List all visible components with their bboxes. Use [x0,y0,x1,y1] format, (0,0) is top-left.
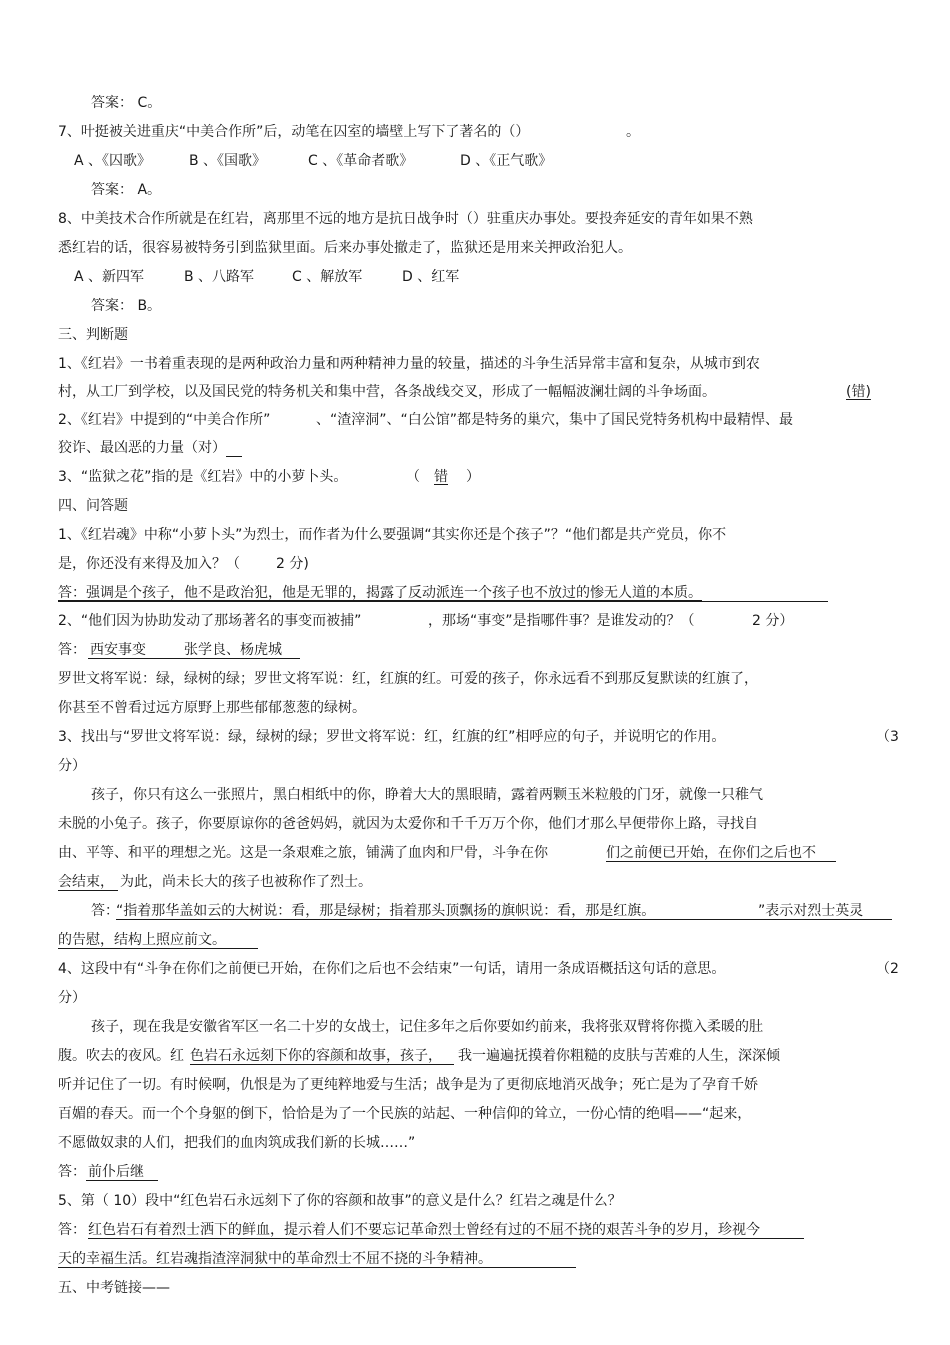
qa-1-line1: 1、《红岩魂》中称“小萝卜头”为烈士，而作者为什么要强调“其实你还是个孩子”？“他们都是共产党员，你不 [58,527,727,543]
judge-3-paren-open: （ [406,469,420,485]
judge-2-line1-a: 2、《红岩》中提到的“中美合作所” [58,412,271,428]
qa-3-answer-c: 的告慰，结构上照应前文。 [58,932,226,948]
answer-q6: 答案： C。 [91,95,162,111]
qa-2-answer-event: 西安事变 [90,642,146,658]
judge-2-line2: 狡诈、最凶恶的力量（对） [58,440,226,456]
passage-2-line4-underline [58,890,118,891]
passage-3-line5: 不愿做奴隶的人们，把我们的血肉筑成我们新的长城……” [58,1135,416,1151]
passage-3-line1: 孩子，现在我是安徽省军区一名二十岁的女战士，记住多年之后你要如约前来，我将张双臂将你揽入柔暖的肚 [91,1019,763,1035]
judge-3-answer: 错 [434,469,448,485]
qa-5-answer-underline-1 [88,1238,804,1239]
q7-option-b: B 、《国歌》 [189,153,267,169]
qa-5-answer-line1: 红色岩石有着烈士洒下的鲜血，提示着人们不要忘记革命烈士曾经有过的不屈不挠的艰苦斗争的岁月，珍视今 [88,1222,760,1238]
passage-2-line2: 未脱的小兔子。孩子，你要原谅你的爸爸妈妈，就因为太爱你和千千万万个你，他们才那么早便带你上路，寻找自 [58,816,758,832]
answer-q8: 答案： B。 [91,298,162,314]
qa-3-answer-b: ”表示对烈士英灵 [758,903,864,919]
qa-3-question: 3、找出与“罗世文将军说：绿，绿树的绿；罗世文将军说：红，红旗的红”相呼应的句子，并说明它的作用。 [58,729,726,745]
qa-5-answer-line2: 天的幸福生活。红岩魂指渣滓洞狱中的革命烈士不屈不挠的斗争精神。 [58,1251,492,1267]
passage-2-line3-underline [606,861,836,862]
qa-2-answer-line [88,658,300,659]
passage-1-line1: 罗世文将军说：绿，绿树的绿；罗世文将军说：红，红旗的红。可爱的孩子，你永远看不到那反复默读的红旗了， [58,671,758,687]
qa-2-answer-label: 答： [58,642,86,658]
passage-2-line1: 孩子，你只有这么一张照片，黑白相纸中的你，睁着大大的黑眼睛，露着两颗玉米粒般的门牙，就像一只稚气 [91,787,763,803]
qa-4-answer: 前仆后继 [88,1164,144,1180]
qa-5-question: 5、第（ 10）段中“红色岩石永远刻下了你的容颜和故事”的意义是什么？红岩之魂是什么？ [58,1193,622,1209]
qa-3-answer-label: 答： [91,903,119,919]
judge-3: 3、“监狱之花”指的是《红岩》中的小萝卜头。 [58,469,348,485]
passage-2-line4-a: 会结束， [58,874,114,890]
q8-option-d: D 、红军 [402,269,460,285]
judge-2-line1-b: 、“渣滓洞”、“白公馆”都是特务的巢穴，集中了国民党特务机构中最精悍、最 [316,412,794,428]
passage-3-line2-underline [190,1064,454,1065]
judge-1-line2: 村，从工厂到学校，以及国民党的特务机关和集中营，各条战线交叉，形成了一幅幅波澜壮阔的斗争场面。 [58,384,716,400]
qa-4-question: 4、这段中有“斗争在你们之前便已开始，在你们之后也不会结束”一句话，请用一条成语概括这句话的意思。 [58,961,726,977]
qa-5-answer-label: 答： [58,1222,86,1238]
q8-option-c: C 、解放军 [292,269,363,285]
passage-2-line4-b: 为此，尚未长大的孩子也被称作了烈士。 [120,874,372,890]
question-7: 7、叶挺被关进重庆“中美合作所”后，动笔在囚室的墙壁上写下了著名的（） [58,124,530,140]
qa-3-answer-underline-1 [116,919,892,920]
judge-2-blank-line [226,456,242,457]
question-7-end: 。 [626,124,640,140]
qa-1-line2: 是，你还没有来得及加入？（ [58,556,240,572]
judge-1-answer: (错) [846,384,871,400]
q8-option-b: B 、八路军 [184,269,255,285]
qa-1-answer-line [58,601,828,602]
q7-option-c: C 、《革命者歌》 [308,153,414,169]
qa-4-answer-underline [86,1180,158,1181]
answer-q7: 答案： A。 [91,182,162,198]
qa-3-answer-a: “指着那华盖如云的大树说：看，那是绿树；指着那头顶飘扬的旗帜说：看，那是红旗。 [116,903,656,919]
q7-option-d: D 、《正气歌》 [460,153,553,169]
qa-1-score: 2 分) [276,556,309,572]
section-5-title: 五、中考链接—— [58,1280,170,1296]
qa-1-answer: 答：强调是个孩子，他不是政治犯，他是无罪的，揭露了反动派连一个孩子也不放过的惨无人道的本质。 [58,585,702,601]
passage-1-line2: 你甚至不曾看过远方原野上那些郁郁葱葱的绿树。 [58,700,366,716]
question-8-line1: 8、中美技术合作所就是在红岩，离那里不远的地方是抗日战争时（）驻重庆办事处。要投奔延安的青年如果不熟 [58,211,753,227]
qa-5-answer-underline-2 [58,1267,576,1268]
qa-2-answer-people: 张学良、杨虎城 [184,642,282,658]
passage-2-line3-a: 由、平等、和平的理想之光。这是一条艰难之旅，铺满了血肉和尸骨，斗争在你 [58,845,548,861]
judge-1-line1: 1、《红岩》一书着重表现的是两种政治力量和两种精神力量的较量，描述的斗争生活异常丰富和复杂，从城市到农 [58,356,760,372]
q7-option-a: A 、《囚歌》 [74,153,152,169]
qa-3-score-b: 分） [58,758,86,774]
qa-4-answer-label: 答： [58,1164,86,1180]
qa-2-question-b: ，那场“事变”是指哪件事？是谁发动的？（ [428,613,695,629]
passage-3-line3: 听并记住了一切。有时候啊，仇恨是为了更纯粹地爱与生活；战争是为了更彻底地消灭战争；死亡是为了孕育千娇 [58,1077,758,1093]
judge-3-paren-close: ） [466,469,480,485]
section-3-title: 三、判断题 [58,327,128,343]
qa-2-score: 2 分） [752,613,794,629]
question-8-line2: 悉红岩的话，很容易被特务引到监狱里面。后来办事处撤走了，监狱还是用来关押政治犯人。 [58,240,632,256]
passage-3-line2-b: 色岩石永远刻下你的容颜和故事，孩子， [190,1048,442,1064]
passage-3-line2-a: 腹。吹去的夜风。红 [58,1048,184,1064]
qa-4-score-b: 分） [58,990,86,1006]
qa-4-score-a: （2 [876,961,899,977]
passage-3-line2-c: 我一遍遍抚摸着你粗糙的皮肤与苦难的人生，深深倾 [458,1048,780,1064]
qa-2-question-a: 2、“他们因为协助发动了那场著名的事变而被捕” [58,613,362,629]
qa-3-answer-underline-2 [58,948,258,949]
passage-3-line4: 百媚的春天。而一个个身躯的倒下，恰恰是为了一个民族的站起、一种信仰的耸立，一份心情的绝唱——“起来， [58,1106,752,1122]
q8-option-a: A 、新四军 [74,269,145,285]
qa-3-score-a: （3 [876,729,899,745]
passage-2-line3-b: 们之前便已开始，在你们之后也不 [606,845,816,861]
section-4-title: 四、问答题 [58,498,128,514]
